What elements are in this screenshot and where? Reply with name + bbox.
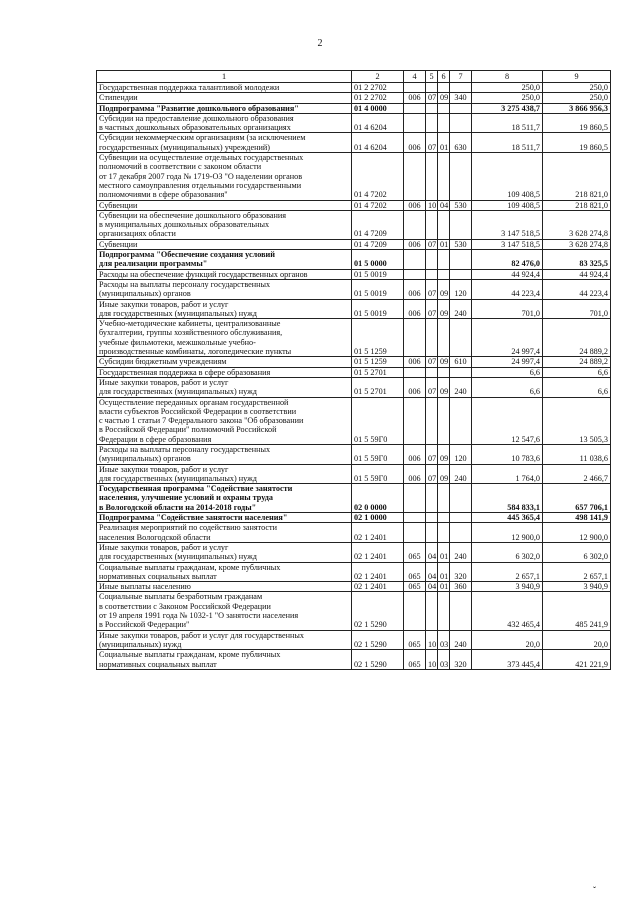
ministry-code-cell: 006 — [404, 93, 426, 103]
amount-col9-cell: 3 628 274,8 — [543, 210, 611, 239]
expense-type-cell: 530 — [450, 239, 472, 249]
expense-type-cell: 240 — [450, 630, 472, 650]
section-code-cell — [426, 153, 438, 200]
target-code-cell: 01 5 2701 — [352, 367, 404, 377]
table-row — [97, 650, 611, 670]
ministry-code-cell: 006 — [404, 464, 426, 484]
target-code-cell: 01 5 0019 — [352, 279, 404, 299]
subsection-code-cell: 09 — [438, 444, 450, 464]
ministry-code-cell — [404, 513, 426, 523]
section-code-cell: 10 — [426, 630, 438, 650]
subsection-code-cell — [438, 153, 450, 200]
target-code-cell: 01 2 2702 — [352, 93, 404, 103]
amount-col8-cell: 373 445,4 — [472, 650, 543, 670]
subsection-code-cell: 01 — [438, 582, 450, 592]
row-name-cell: Иные закупки товаров, работ и услуг для государственных (муниципальных) нужд — [97, 630, 352, 650]
target-code-cell: 02 1 0000 — [352, 513, 404, 523]
row-name-cell: Подпрограмма "Обеспечение создания условий для реализации программы" — [97, 250, 352, 270]
table-row — [97, 239, 611, 249]
expense-type-cell — [450, 83, 472, 93]
expense-type-cell: 630 — [450, 133, 472, 153]
amount-col8-cell: 3 940,9 — [472, 582, 543, 592]
row-name-cell: Иные закупки товаров, работ и услуг для государственных (муниципальных) нужд — [97, 377, 352, 397]
amount-col9-cell: 44 924,4 — [543, 269, 611, 279]
amount-col8-cell: 20,0 — [472, 630, 543, 650]
table-row — [97, 562, 611, 582]
ministry-code-cell: 006 — [404, 357, 426, 367]
subsection-code-cell: 09 — [438, 279, 450, 299]
ministry-code-cell — [404, 113, 426, 133]
target-code-cell: 02 1 2401 — [352, 523, 404, 543]
expense-type-cell — [450, 210, 472, 239]
expense-type-cell: 240 — [450, 542, 472, 562]
amount-col9-cell: 250,0 — [543, 83, 611, 93]
subsection-code-cell: 09 — [438, 464, 450, 484]
target-code-cell: 02 1 2401 — [352, 562, 404, 582]
budget-table — [96, 70, 611, 670]
ministry-code-cell: 006 — [404, 299, 426, 319]
section-code-cell — [426, 523, 438, 543]
amount-col9-cell: 701,0 — [543, 299, 611, 319]
amount-col9-cell: 12 900,0 — [543, 523, 611, 543]
row-name-cell: Социальные выплаты гражданам, кроме публичных нормативных социальных выплат — [97, 650, 352, 670]
amount-col8-cell: 24 997,4 — [472, 357, 543, 367]
table-row — [97, 269, 611, 279]
table-body — [97, 83, 611, 670]
expense-type-cell: 240 — [450, 377, 472, 397]
target-code-cell: 01 5 0019 — [352, 269, 404, 279]
row-name-cell: Расходы на выплаты персоналу государственных (муниципальных) органов — [97, 279, 352, 299]
subsection-code-cell — [438, 484, 450, 513]
table-row — [97, 113, 611, 133]
expense-type-cell: 530 — [450, 200, 472, 210]
subsection-code-cell — [438, 83, 450, 93]
amount-col9-cell: 498 141,9 — [543, 513, 611, 523]
ministry-code-cell — [404, 397, 426, 444]
subsection-code-cell: 09 — [438, 357, 450, 367]
amount-col9-cell: 6 302,0 — [543, 542, 611, 562]
section-code-cell: 04 — [426, 582, 438, 592]
target-code-cell: 02 1 2401 — [352, 582, 404, 592]
section-code-cell: 07 — [426, 357, 438, 367]
subsection-code-cell — [438, 103, 450, 113]
subsection-code-cell — [438, 269, 450, 279]
target-code-cell: 02 1 2401 — [352, 542, 404, 562]
amount-col8-cell: 3 275 438,7 — [472, 103, 543, 113]
section-code-cell: 07 — [426, 464, 438, 484]
subsection-code-cell: 03 — [438, 630, 450, 650]
subsection-code-cell: 09 — [438, 299, 450, 319]
target-code-cell: 02 1 5290 — [352, 592, 404, 630]
amount-col8-cell: 18 511,7 — [472, 113, 543, 133]
ministry-code-cell — [404, 153, 426, 200]
ministry-code-cell: 006 — [404, 444, 426, 464]
table-row — [97, 319, 611, 357]
subsection-code-cell: 01 — [438, 133, 450, 153]
table-row — [97, 542, 611, 562]
column-header: 7 — [450, 71, 472, 83]
subsection-code-cell — [438, 523, 450, 543]
target-code-cell: 02 1 5290 — [352, 630, 404, 650]
subsection-code-cell: 01 — [438, 542, 450, 562]
column-header: 1 — [97, 71, 352, 83]
amount-col9-cell: 24 889,2 — [543, 357, 611, 367]
amount-col8-cell: 2 657,1 — [472, 562, 543, 582]
target-code-cell: 01 4 0000 — [352, 103, 404, 113]
column-header: 6 — [438, 71, 450, 83]
table-row — [97, 630, 611, 650]
table-row — [97, 397, 611, 444]
section-code-cell — [426, 367, 438, 377]
amount-col9-cell: 11 038,6 — [543, 444, 611, 464]
section-code-cell — [426, 113, 438, 133]
expense-type-cell — [450, 397, 472, 444]
section-code-cell — [426, 250, 438, 270]
subsection-code-cell — [438, 319, 450, 357]
subsection-code-cell — [438, 367, 450, 377]
section-code-cell — [426, 269, 438, 279]
amount-col9-cell: 421 221,9 — [543, 650, 611, 670]
ministry-code-cell: 006 — [404, 200, 426, 210]
subsection-code-cell — [438, 113, 450, 133]
section-code-cell: 04 — [426, 542, 438, 562]
row-name-cell: Иные закупки товаров, работ и услуг для государственных (муниципальных) нужд — [97, 299, 352, 319]
expense-type-cell — [450, 103, 472, 113]
expense-type-cell — [450, 250, 472, 270]
amount-col9-cell: 83 325,5 — [543, 250, 611, 270]
amount-col9-cell: 657 706,1 — [543, 484, 611, 513]
amount-col8-cell: 10 783,6 — [472, 444, 543, 464]
target-code-cell: 01 2 2702 — [352, 83, 404, 93]
target-code-cell: 01 4 6204 — [352, 133, 404, 153]
table-row — [97, 513, 611, 523]
ministry-code-cell: 006 — [404, 279, 426, 299]
table-row — [97, 523, 611, 543]
amount-col8-cell: 3 147 518,5 — [472, 239, 543, 249]
ministry-code-cell: 006 — [404, 133, 426, 153]
target-code-cell: 01 5 59Г0 — [352, 397, 404, 444]
expense-type-cell: 320 — [450, 650, 472, 670]
ministry-code-cell — [404, 484, 426, 513]
row-name-cell: Расходы на обеспечение функций государственных органов — [97, 269, 352, 279]
section-code-cell: 10 — [426, 200, 438, 210]
table-header-row — [97, 71, 611, 83]
amount-col8-cell: 1 764,0 — [472, 464, 543, 484]
section-code-cell — [426, 319, 438, 357]
row-name-cell: Стипендии — [97, 93, 352, 103]
table-row — [97, 250, 611, 270]
expense-type-cell: 610 — [450, 357, 472, 367]
row-name-cell: Субвенции на обеспечение дошкольного образования в муниципальных дошкольных образовательных организациях области — [97, 210, 352, 239]
section-code-cell — [426, 83, 438, 93]
section-code-cell — [426, 513, 438, 523]
page-number: 2 — [317, 38, 323, 49]
section-code-cell: 07 — [426, 377, 438, 397]
expense-type-cell — [450, 523, 472, 543]
table-row — [97, 279, 611, 299]
expense-type-cell — [450, 113, 472, 133]
section-code-cell — [426, 397, 438, 444]
target-code-cell: 01 4 7209 — [352, 210, 404, 239]
row-name-cell: Иные выплаты населению — [97, 582, 352, 592]
ministry-code-cell: 065 — [404, 582, 426, 592]
ministry-code-cell: 065 — [404, 630, 426, 650]
table-row — [97, 367, 611, 377]
ministry-code-cell — [404, 103, 426, 113]
row-name-cell: Иные закупки товаров, работ и услуг для государственных (муниципальных) нужд — [97, 464, 352, 484]
table-row — [97, 377, 611, 397]
section-code-cell — [426, 592, 438, 630]
table-row — [97, 200, 611, 210]
amount-col9-cell: 19 860,5 — [543, 113, 611, 133]
column-header: 2 — [352, 71, 404, 83]
table-row — [97, 484, 611, 513]
expense-type-cell — [450, 592, 472, 630]
table-row — [97, 153, 611, 200]
ministry-code-cell — [404, 367, 426, 377]
ministry-code-cell: 006 — [404, 377, 426, 397]
amount-col8-cell: 250,0 — [472, 83, 543, 93]
ministry-code-cell — [404, 210, 426, 239]
ministry-code-cell — [404, 523, 426, 543]
amount-col8-cell: 445 365,4 — [472, 513, 543, 523]
row-name-cell: Подпрограмма "Содействие занятости населения" — [97, 513, 352, 523]
target-code-cell: 02 0 0000 — [352, 484, 404, 513]
amount-col9-cell: 6,6 — [543, 367, 611, 377]
amount-col9-cell: 485 241,9 — [543, 592, 611, 630]
section-code-cell — [426, 484, 438, 513]
amount-col8-cell: 6,6 — [472, 377, 543, 397]
table-row — [97, 444, 611, 464]
amount-col9-cell: 3 940,9 — [543, 582, 611, 592]
amount-col8-cell: 12 900,0 — [472, 523, 543, 543]
target-code-cell: 01 5 1259 — [352, 319, 404, 357]
expense-type-cell — [450, 269, 472, 279]
amount-col9-cell: 24 889,2 — [543, 319, 611, 357]
section-code-cell: 07 — [426, 93, 438, 103]
target-code-cell: 01 4 7202 — [352, 153, 404, 200]
row-name-cell: Иные закупки товаров, работ и услуг для государственных (муниципальных) нужд — [97, 542, 352, 562]
subsection-code-cell — [438, 592, 450, 630]
subsection-code-cell: 01 — [438, 239, 450, 249]
expense-type-cell — [450, 484, 472, 513]
amount-col8-cell: 109 408,5 — [472, 153, 543, 200]
amount-col8-cell: 82 476,0 — [472, 250, 543, 270]
row-name-cell: Субсидии бюджетным учреждениям — [97, 357, 352, 367]
amount-col9-cell: 19 860,5 — [543, 133, 611, 153]
table-row — [97, 133, 611, 153]
target-code-cell: 01 5 59Г0 — [352, 464, 404, 484]
target-code-cell: 01 4 6204 — [352, 113, 404, 133]
row-name-cell: Субсидии некоммерческим организациям (за исключением государственных (муниципальных) учреждений) — [97, 133, 352, 153]
row-name-cell: Государственная поддержка в сфере образования — [97, 367, 352, 377]
expense-type-cell: 120 — [450, 444, 472, 464]
expense-type-cell — [450, 319, 472, 357]
amount-col8-cell: 584 833,1 — [472, 484, 543, 513]
section-code-cell: 04 — [426, 562, 438, 582]
table-row — [97, 592, 611, 630]
column-header: 4 — [404, 71, 426, 83]
amount-col9-cell: 6,6 — [543, 377, 611, 397]
amount-col8-cell: 24 997,4 — [472, 319, 543, 357]
amount-col8-cell: 12 547,6 — [472, 397, 543, 444]
amount-col9-cell: 250,0 — [543, 93, 611, 103]
target-code-cell: 02 1 5290 — [352, 650, 404, 670]
table-row — [97, 103, 611, 113]
section-code-cell: 07 — [426, 239, 438, 249]
target-code-cell: 01 4 7209 — [352, 239, 404, 249]
ministry-code-cell — [404, 250, 426, 270]
row-name-cell: Субвенции — [97, 239, 352, 249]
section-code-cell — [426, 103, 438, 113]
column-header: 5 — [426, 71, 438, 83]
amount-col8-cell: 701,0 — [472, 299, 543, 319]
section-code-cell: 07 — [426, 133, 438, 153]
ministry-code-cell — [404, 592, 426, 630]
amount-col8-cell: 44 924,4 — [472, 269, 543, 279]
amount-col9-cell: 2 657,1 — [543, 562, 611, 582]
amount-col8-cell: 18 511,7 — [472, 133, 543, 153]
subsection-code-cell: 04 — [438, 200, 450, 210]
amount-col9-cell: 218 821,0 — [543, 200, 611, 210]
target-code-cell: 01 5 59Г0 — [352, 444, 404, 464]
ministry-code-cell: 065 — [404, 542, 426, 562]
row-name-cell: Субсидии на предоставление дошкольного образования в частных дошкольных образовательных организациях — [97, 113, 352, 133]
target-code-cell: 01 5 2701 — [352, 377, 404, 397]
section-code-cell — [426, 210, 438, 239]
amount-col8-cell: 6 302,0 — [472, 542, 543, 562]
subsection-code-cell — [438, 250, 450, 270]
table-row — [97, 210, 611, 239]
amount-col9-cell: 3 628 274,8 — [543, 239, 611, 249]
row-name-cell: Государственная программа "Содействие занятости населения, улучшение условий и охраны труда в Вологодской области на 2014-2018 годы" — [97, 484, 352, 513]
ministry-code-cell: 065 — [404, 562, 426, 582]
subsection-code-cell — [438, 397, 450, 444]
expense-type-cell: 340 — [450, 93, 472, 103]
ministry-code-cell: 065 — [404, 650, 426, 670]
table-row — [97, 299, 611, 319]
column-header: 9 — [543, 71, 611, 83]
expense-type-cell: 240 — [450, 464, 472, 484]
amount-col9-cell: 2 466,7 — [543, 464, 611, 484]
target-code-cell: 01 5 1259 — [352, 357, 404, 367]
amount-col8-cell: 109 408,5 — [472, 200, 543, 210]
expense-type-cell: 320 — [450, 562, 472, 582]
amount-col8-cell: 250,0 — [472, 93, 543, 103]
expense-type-cell — [450, 153, 472, 200]
ministry-code-cell: 006 — [404, 239, 426, 249]
row-name-cell: Осуществление переданных органам государственной власти субъектов Российской Федерации в соответствии с частью 1 статьи 7 Федерального закона "Об образовании в Российской Федерации" полномочий Российской Федерации в сфере образования — [97, 397, 352, 444]
target-code-cell: 01 5 0019 — [352, 299, 404, 319]
corner-mark: ˇ — [593, 885, 596, 895]
amount-col8-cell: 3 147 518,5 — [472, 210, 543, 239]
row-name-cell: Государственная поддержка талантливой молодежи — [97, 83, 352, 93]
target-code-cell: 01 4 7202 — [352, 200, 404, 210]
expense-type-cell: 120 — [450, 279, 472, 299]
ministry-code-cell — [404, 269, 426, 279]
section-code-cell: 07 — [426, 279, 438, 299]
expense-type-cell: 240 — [450, 299, 472, 319]
amount-col9-cell: 44 223,4 — [543, 279, 611, 299]
subsection-code-cell — [438, 513, 450, 523]
table-row — [97, 357, 611, 367]
amount-col8-cell: 6,6 — [472, 367, 543, 377]
subsection-code-cell: 01 — [438, 562, 450, 582]
ministry-code-cell — [404, 319, 426, 357]
row-name-cell: Субвенции на осуществление отдельных государственных полномочий в соответствии с законом области от 17 декабря 2007 года № 1719-ОЗ "О наделении органов местного самоуправления отдельными государственными полномочиями в сфере образования" — [97, 153, 352, 200]
expense-type-cell: 360 — [450, 582, 472, 592]
subsection-code-cell — [438, 210, 450, 239]
row-name-cell: Подпрограмма "Развитие дошкольного образования" — [97, 103, 352, 113]
amount-col9-cell: 13 505,3 — [543, 397, 611, 444]
table-row — [97, 464, 611, 484]
table-row — [97, 93, 611, 103]
expense-type-cell — [450, 513, 472, 523]
target-code-cell: 01 5 0000 — [352, 250, 404, 270]
subsection-code-cell: 03 — [438, 650, 450, 670]
row-name-cell: Учебно-методические кабинеты, централизованные бухгалтерии, группы хозяйственного обслуживания, учебные фильмотеки, межшкольные учебно- производственные комбинаты, логопедические пункты — [97, 319, 352, 357]
row-name-cell: Реализация мероприятий по содействию занятости населения Вологодской области — [97, 523, 352, 543]
expense-type-cell — [450, 367, 472, 377]
table-row — [97, 83, 611, 93]
amount-col9-cell: 3 866 956,3 — [543, 103, 611, 113]
row-name-cell: Расходы на выплаты персоналу государственных (муниципальных) органов — [97, 444, 352, 464]
amount-col9-cell: 20,0 — [543, 630, 611, 650]
amount-col8-cell: 44 223,4 — [472, 279, 543, 299]
table-row — [97, 582, 611, 592]
subsection-code-cell: 09 — [438, 377, 450, 397]
row-name-cell: Субвенции — [97, 200, 352, 210]
amount-col9-cell: 218 821,0 — [543, 153, 611, 200]
subsection-code-cell: 09 — [438, 93, 450, 103]
row-name-cell: Социальные выплаты гражданам, кроме публичных нормативных социальных выплат — [97, 562, 352, 582]
column-header: 8 — [472, 71, 543, 83]
section-code-cell: 07 — [426, 444, 438, 464]
section-code-cell: 07 — [426, 299, 438, 319]
section-code-cell: 10 — [426, 650, 438, 670]
amount-col8-cell: 432 465,4 — [472, 592, 543, 630]
ministry-code-cell — [404, 83, 426, 93]
row-name-cell: Социальные выплаты безработным гражданам в соответствии с Законом Российской Федерации от 19 апреля 1991 года № 1032-1 "О занятости населения в Российской Федерации" — [97, 592, 352, 630]
